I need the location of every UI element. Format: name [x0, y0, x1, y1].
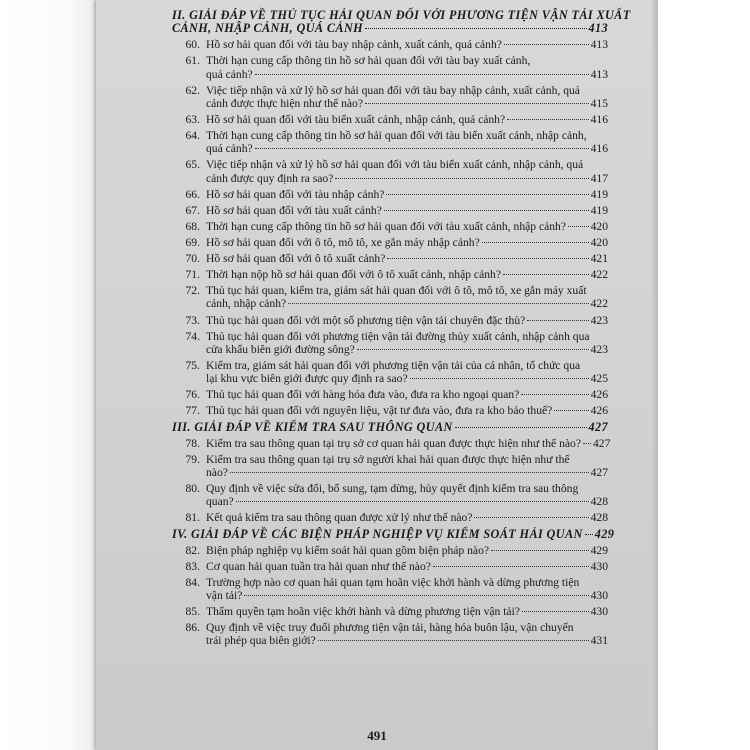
toc-entry — [172, 605, 608, 618]
leader-dots — [318, 640, 589, 641]
entry-number: 63. — [185, 112, 200, 126]
section-heading-text: CẢNH, NHẬP CẢNH, QUÁ CẢNH — [172, 21, 364, 36]
toc-entry — [172, 576, 608, 602]
toc-entry — [172, 436, 611, 450]
section-heading-text: II. GIẢI ĐÁP VỀ THỦ TỤC HẢI QUAN ĐỐI VỚI PHƯƠNG TIỆN VẬN TẢI XUẤT — [172, 8, 631, 22]
section-heading — [172, 421, 608, 434]
entry-page-number: 427 — [592, 436, 611, 450]
entry-number: 65. — [185, 158, 200, 172]
background-right — [650, 0, 750, 750]
entry-title: Hồ sơ hải quan đối với tàu xuất cảnh? — [206, 203, 382, 217]
entry-page-number: 423 — [590, 313, 608, 327]
leader-dots — [365, 103, 589, 104]
toc-entry — [172, 268, 608, 281]
toc-entry — [172, 453, 608, 479]
entry-title: Cơ quan hải quan tuần tra hải quan như thế nào? — [206, 559, 431, 573]
toc-entry — [172, 511, 608, 524]
entry-number: 67. — [185, 203, 200, 217]
leader-dots — [384, 210, 589, 211]
toc-entry — [172, 544, 608, 557]
section-heading — [172, 526, 615, 541]
entry-page-number: 430 — [590, 588, 608, 602]
toc-entry — [172, 314, 608, 327]
entry-number: 83. — [185, 559, 200, 573]
entry-title: Quy định về việc sửa đổi, bổ sung, tạm dừng, hủy quyết định kiểm tra sau thông — [206, 482, 579, 495]
entry-number: 76. — [185, 388, 200, 402]
entry-title: quá cảnh? — [206, 67, 253, 81]
toc-entry — [172, 621, 608, 647]
entry-number: 66. — [185, 187, 200, 201]
toc-entry — [172, 252, 608, 265]
entry-page-number: 421 — [590, 252, 608, 266]
entry-page-number: 413 — [590, 38, 608, 52]
entry-page-number: 416 — [590, 142, 608, 156]
entry-number: 81. — [185, 511, 200, 525]
entry-page-number: 422 — [590, 268, 608, 282]
leader-dots — [230, 472, 589, 473]
entry-title: Kiểm tra, giám sát hải quan đối với phương tiện vận tải của cá nhân, tổ chức qua — [206, 358, 581, 372]
entry-title: cảnh được quy định ra sao? — [206, 171, 334, 185]
entry-title: cảnh, nhập cảnh? — [206, 297, 287, 311]
toc-entry — [172, 188, 608, 201]
entry-title: Trường hợp nào cơ quan hải quan tạm hoãn việc khởi hành và dừng phương tiện — [206, 575, 580, 589]
entry-title: Việc tiếp nhận và xử lý hồ sơ hải quan đối với tàu bay nhập cảnh, xuất cảnh, quá — [206, 83, 580, 97]
entry-number: 61. — [185, 54, 200, 68]
table-of-contents — [172, 6, 631, 648]
leader-dots — [433, 566, 589, 567]
entry-page-number: 420 — [590, 219, 608, 233]
toc-entry — [172, 236, 608, 249]
entry-page-number: 415 — [590, 96, 608, 110]
toc-entry — [172, 129, 608, 155]
entry-title: Thủ tục hải quan, kiểm tra, giám sát hải quan đối với ô tô, mô tô, xe gắn máy xuất — [206, 284, 587, 298]
entry-number: 84. — [185, 575, 200, 589]
toc-entry — [172, 560, 608, 573]
entry-number: 69. — [185, 235, 200, 249]
leader-dots — [236, 501, 589, 502]
entry-number: 82. — [185, 543, 200, 557]
entry-page-number: 426 — [590, 388, 608, 402]
toc-entry — [172, 388, 608, 401]
entry-number: 86. — [185, 621, 200, 635]
toc-entry — [172, 38, 608, 51]
entry-number: 72. — [185, 284, 200, 298]
toc-entry — [172, 284, 608, 310]
entry-title: Thời hạn cung cấp thông tin hồ sơ hải quan đối với tàu bay xuất cảnh, — [206, 54, 531, 68]
background-left — [0, 0, 100, 750]
toc-entry — [172, 330, 608, 356]
entry-title: lại khu vực biên giới được quy định ra sao? — [206, 372, 408, 386]
leader-dots — [507, 119, 588, 120]
entry-title: Thẩm quyền tạm hoãn việc khởi hành và dừng phương tiện vận tải? — [206, 605, 520, 619]
entry-page-number: 417 — [590, 171, 608, 185]
leader-dots — [585, 534, 593, 535]
leader-dots — [503, 274, 589, 275]
entry-title: Hồ sơ hải quan đối với tàu bay nhập cảnh, xuất cảnh, quá cảnh? — [206, 38, 502, 52]
entry-title: Thủ tục hải quan đối với hàng hóa đưa vào, đưa ra kho ngoại quan? — [206, 388, 520, 402]
entry-title: Biện pháp nghiệp vụ kiểm soát hải quan gồm biện pháp nào? — [206, 543, 490, 557]
entry-page-number: 426 — [590, 404, 608, 418]
leader-dots — [455, 427, 587, 428]
toc-entry — [172, 204, 608, 217]
entry-number: 62. — [185, 83, 200, 97]
entry-page-number: 427 — [590, 465, 608, 479]
section-page-number: 413 — [588, 21, 608, 36]
toc-entry — [172, 84, 608, 110]
page-number: 491 — [367, 728, 387, 743]
entry-title: Kiểm tra sau thông quan tại trụ sở người khai hải quan được thực hiện như thế — [206, 452, 570, 466]
leader-dots — [244, 595, 588, 596]
entry-number: 71. — [185, 268, 200, 282]
entry-title: vận tải? — [206, 588, 243, 602]
entry-page-number: 429 — [590, 543, 608, 557]
leader-dots — [335, 178, 588, 179]
toc-entry — [172, 482, 608, 508]
section-heading-text: III. GIẢI ĐÁP VỀ KIỂM TRA SAU THÔNG QUAN — [172, 419, 453, 434]
entry-title: Việc tiếp nhận và xử lý hồ sơ hải quan đối với tàu biển xuất cảnh, nhập cảnh, quá — [206, 158, 584, 172]
entry-title: nào? — [206, 465, 228, 479]
entry-number: 79. — [185, 452, 200, 466]
entry-number: 77. — [185, 404, 200, 418]
entry-title: trái phép qua biên giới? — [206, 634, 316, 648]
page-edge — [652, 0, 658, 750]
entry-page-number: 419 — [590, 187, 608, 201]
leader-dots — [482, 242, 589, 243]
entry-title: Thời hạn cung cấp thông tin hồ sơ hải quan đối với tàu biển xuất cảnh, nhập cảnh, — [206, 129, 587, 143]
leader-dots — [386, 194, 588, 195]
section-heading-text: IV. GIẢI ĐÁP VỀ CÁC BIỆN PHÁP NGHIỆP VỤ KIỂM SOÁT HẢI QUAN — [172, 526, 583, 541]
entry-number: 60. — [185, 38, 200, 52]
entry-title: Quy định về việc truy đuổi phương tiện vận tải, hàng hóa buôn lậu, vận chuyển — [206, 621, 574, 635]
entry-page-number: 428 — [590, 495, 608, 509]
entry-number: 80. — [185, 482, 200, 495]
leader-dots — [521, 394, 588, 395]
entry-title: Thời hạn nộp hồ sơ hải quan đối với ô tô xuất cảnh, nhập cảnh? — [206, 268, 501, 282]
entry-page-number: 430 — [590, 559, 608, 573]
entry-number: 64. — [185, 129, 200, 143]
entry-page-number: 422 — [590, 297, 608, 311]
entry-title: quan? — [206, 495, 234, 509]
section-heading — [172, 8, 631, 36]
entry-page-number: 419 — [590, 203, 608, 217]
leader-dots — [568, 226, 589, 227]
entry-title: Kiểm tra sau thông quan tại trụ sở cơ quan hải quan được thực hiện như thế nào? — [206, 436, 581, 450]
section-page-number: 429 — [594, 526, 615, 541]
toc-entry — [172, 54, 608, 80]
entry-number: 78. — [185, 436, 200, 450]
toc-entry — [172, 220, 608, 233]
entry-title: Hồ sơ hải quan đối với ô tô, mô tô, xe gắn máy nhập cảnh? — [206, 235, 480, 249]
leader-dots — [583, 443, 591, 444]
leader-dots — [365, 28, 586, 29]
book-page — [96, 0, 658, 750]
leader-dots — [387, 258, 588, 259]
entry-page-number: 420 — [590, 235, 608, 249]
entry-number: 73. — [185, 313, 200, 327]
entry-page-number: 428 — [590, 511, 608, 525]
leader-dots — [491, 550, 589, 551]
toc-entry — [172, 359, 608, 385]
entry-page-number: 423 — [590, 342, 608, 356]
toc-entry — [172, 158, 608, 184]
toc-entry — [172, 404, 608, 417]
entry-number: 68. — [185, 219, 200, 233]
entry-title: Thủ tục hải quan đối với phương tiện vận tải đường thủy xuất cảnh, nhập cảnh qua — [206, 329, 590, 343]
leader-dots — [522, 611, 589, 612]
entry-title: Hồ sơ hải quan đối với tàu biển xuất cảnh, nhập cảnh, quá cảnh? — [206, 112, 506, 126]
entry-title: Thủ tục hải quan đối với một số phương tiện vận tải chuyên đặc thù? — [206, 313, 526, 327]
leader-dots — [255, 148, 589, 149]
toc-entry — [172, 113, 608, 126]
entry-title: Kết quả kiểm tra sau thông quan được xử lý như thế nào? — [206, 511, 473, 525]
entry-title: quá cảnh? — [206, 142, 253, 156]
leader-dots — [504, 44, 589, 45]
entry-page-number: 416 — [590, 112, 608, 126]
section-page-number: 427 — [588, 419, 608, 434]
leader-dots — [474, 517, 588, 518]
entry-title: cảnh được thực hiện như thế nào? — [206, 96, 363, 110]
entry-title: Hồ sơ hải quan đối với ô tô xuất cảnh? — [206, 252, 386, 266]
leader-dots — [554, 410, 588, 411]
leader-dots — [410, 378, 589, 379]
entry-page-number: 413 — [590, 67, 608, 81]
leader-dots — [527, 320, 588, 321]
entry-title: Thời hạn cung cấp thông tin hồ sơ hải quan đối với tàu xuất cảnh, nhập cảnh? — [206, 219, 566, 233]
entry-number: 70. — [185, 252, 200, 266]
entry-title: Hồ sơ hải quan đối với tàu nhập cảnh? — [206, 187, 385, 201]
entry-page-number: 430 — [590, 605, 608, 619]
entry-title: cửa khẩu biên giới đường sông? — [206, 342, 355, 356]
entry-page-number: 425 — [590, 372, 608, 386]
entry-number: 75. — [185, 358, 200, 372]
leader-dots — [255, 74, 589, 75]
entry-page-number: 431 — [590, 634, 608, 648]
leader-dots — [288, 303, 588, 304]
leader-dots — [357, 349, 589, 350]
entry-number: 74. — [185, 329, 200, 343]
entry-number: 85. — [185, 605, 200, 619]
entry-title: Thủ tục hải quan đối với nguyên liệu, vật tư đưa vào, đưa ra kho bảo thuế? — [206, 404, 553, 418]
